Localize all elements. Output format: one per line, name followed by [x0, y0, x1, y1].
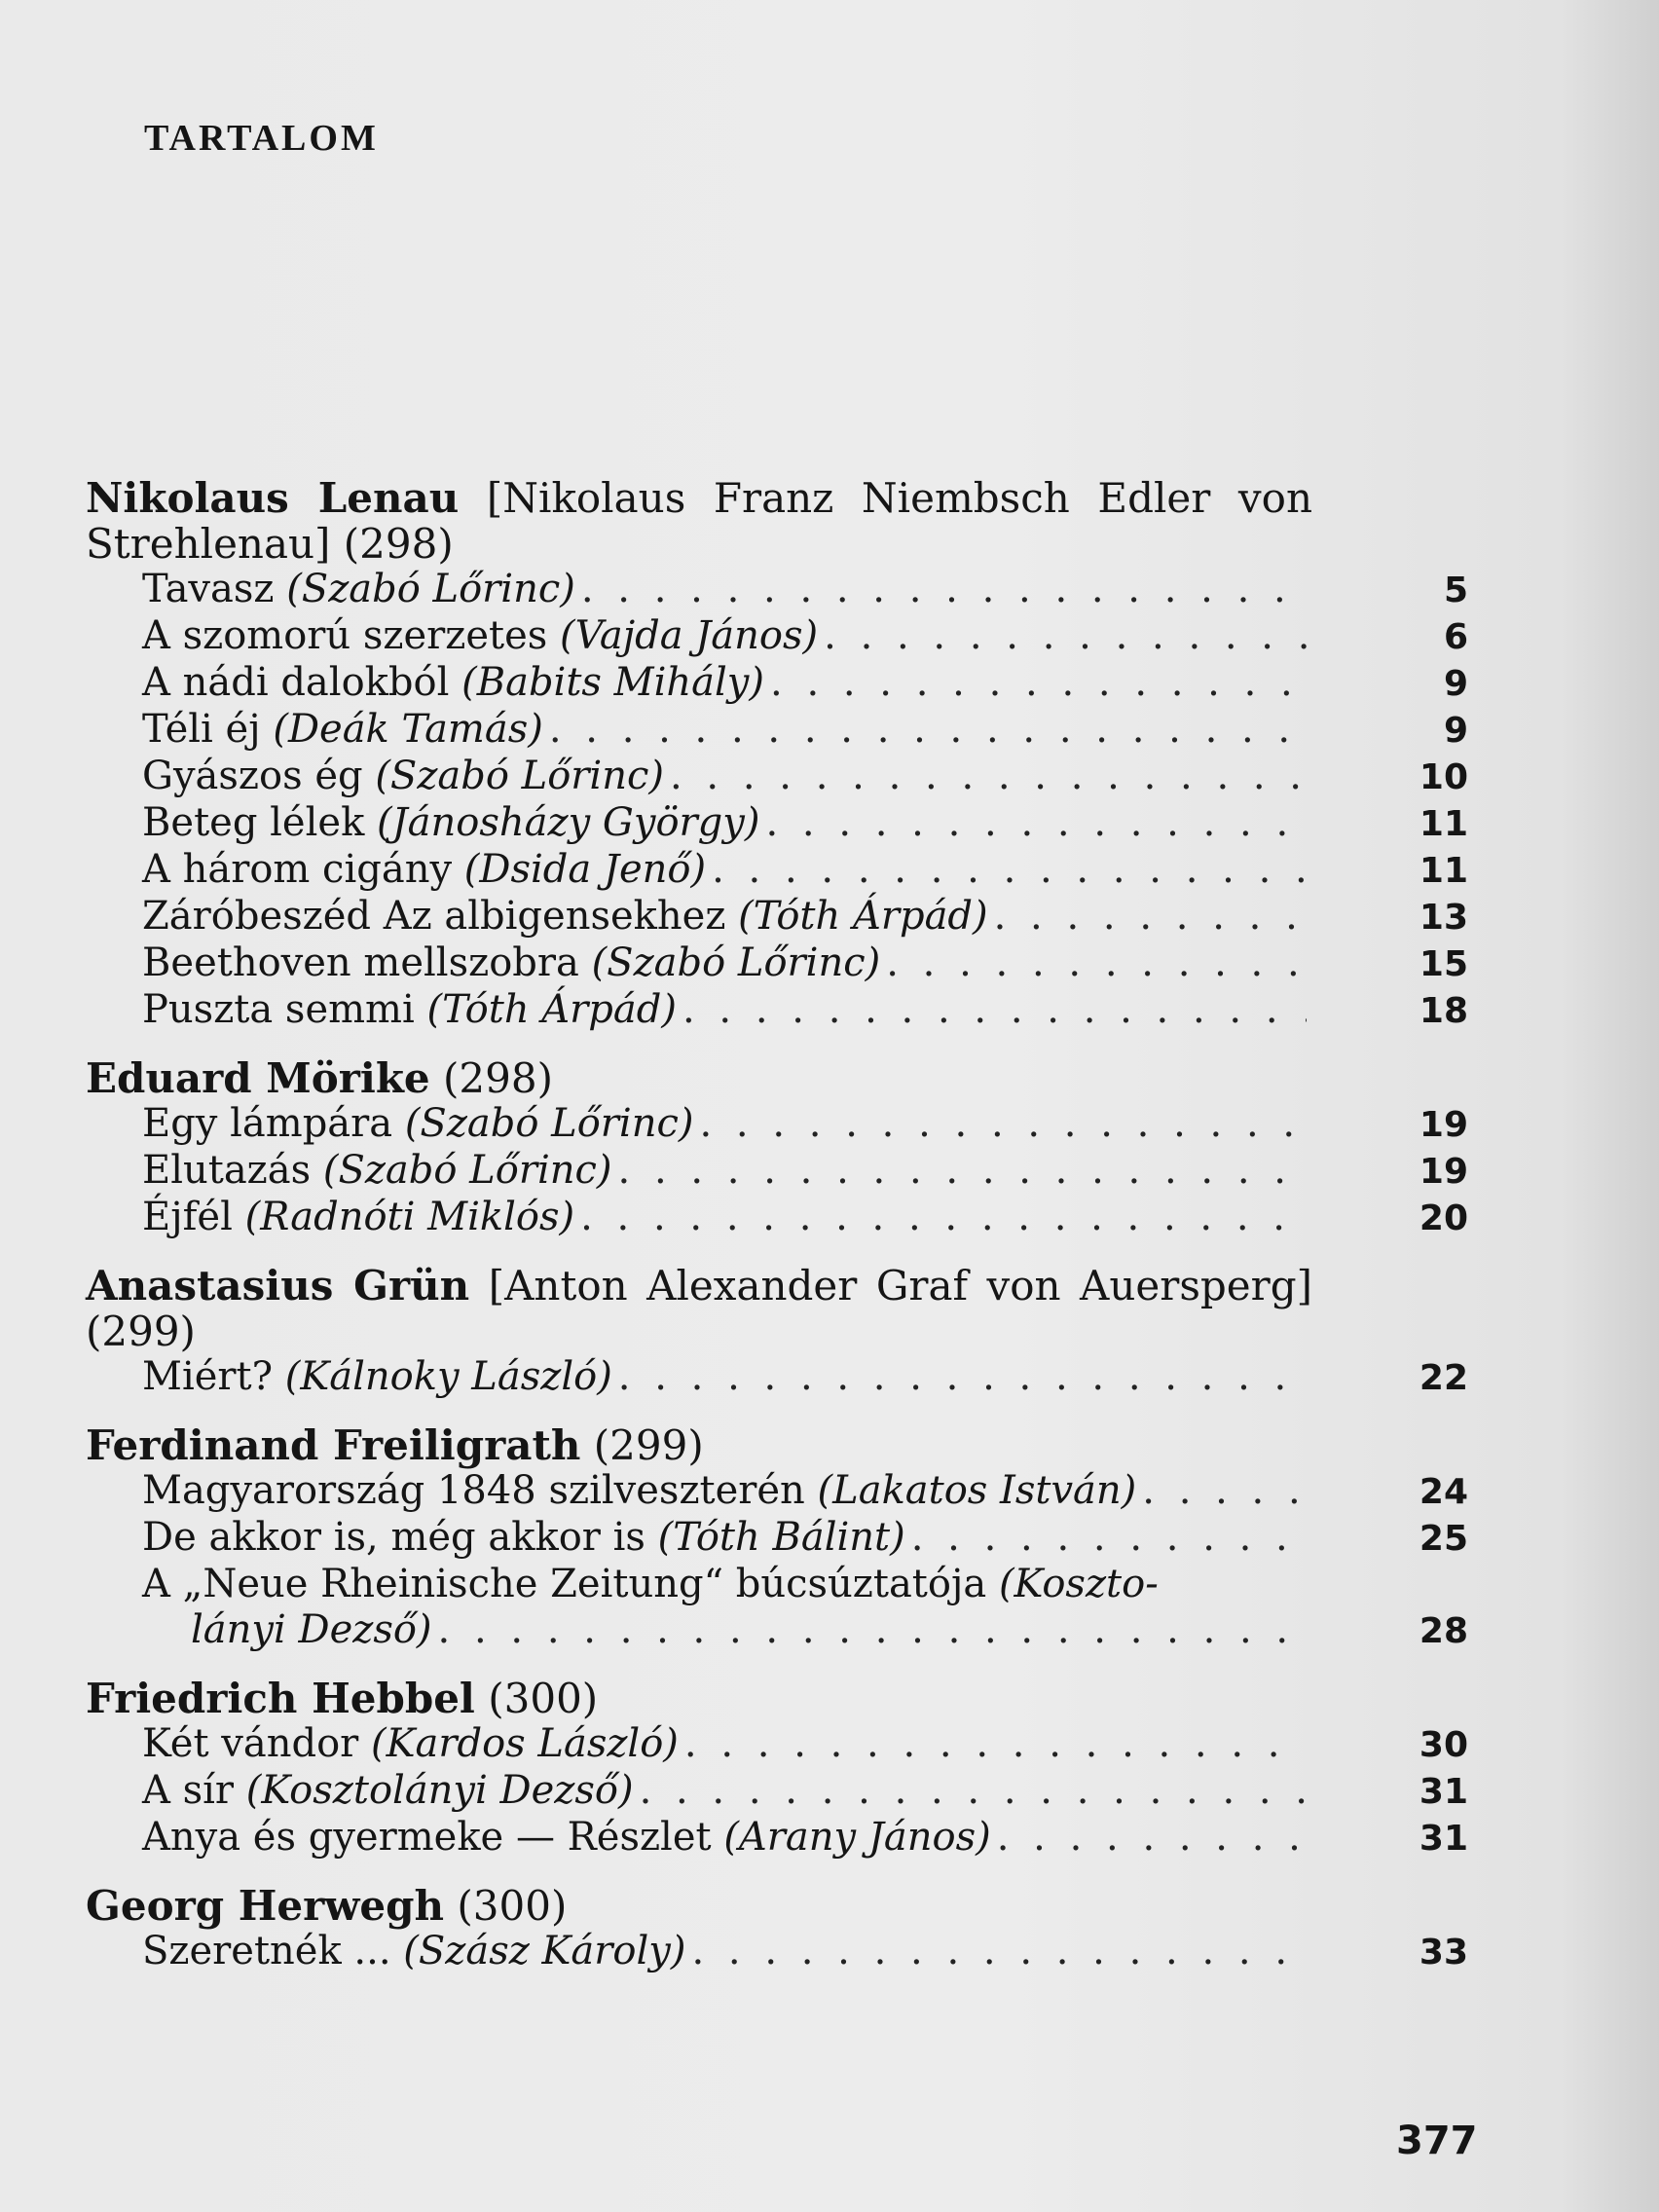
dot-leader [618, 1148, 1307, 1194]
translator: (Szabó Lőrinc) [286, 567, 575, 611]
dot-leader [765, 800, 1307, 846]
poem-title: Anya és gyermeke — Részlet [142, 1815, 712, 1860]
author-name: Eduard Mörike [86, 1054, 430, 1102]
dot-leader [712, 847, 1307, 893]
translator: (Deák Tamás) [273, 707, 543, 752]
poem-title: Beteg lélek [142, 800, 365, 845]
author-heading [86, 1676, 1312, 1721]
translator: (Tóth Árpád) [426, 987, 677, 1032]
author-name: Georg Herwegh [86, 1882, 445, 1930]
dot-leader [684, 1721, 1307, 1767]
author-heading [86, 1055, 1312, 1101]
translator: (Arany János) [723, 1815, 991, 1860]
translator: (Kálnoky László) [284, 1354, 612, 1399]
dot-leader [997, 1815, 1307, 1861]
toc-section [86, 1055, 1468, 1241]
page-heading: TARTALOM [144, 118, 379, 159]
poem-title: Záróbeszéd Az albigensekhez [142, 894, 726, 939]
page-ref: 11 [1419, 851, 1468, 891]
author-name: Anastasius Grün [86, 1262, 470, 1309]
translator: (Lakatos István) [817, 1468, 1137, 1513]
dot-leader [691, 1929, 1307, 1974]
author-heading [86, 475, 1312, 567]
author-name: Friedrich Hebbel [86, 1675, 475, 1722]
toc-entry [86, 1721, 1468, 1768]
poem-title: A nádi dalokból [142, 660, 450, 705]
page-number: 377 [1396, 2119, 1478, 2163]
toc-entry [86, 660, 1468, 707]
translator: (Kosztolányi Dezső) [245, 1768, 634, 1813]
toc-entry [86, 1768, 1468, 1815]
page-ref: 15 [1419, 944, 1468, 984]
toc-entry [86, 987, 1468, 1034]
translator-part-2: lányi Dezső) [191, 1607, 432, 1652]
toc-entry-multiline [86, 1562, 1468, 1654]
poem-title: Tavasz [142, 567, 275, 611]
toc-section [86, 1422, 1468, 1654]
author-note: [Anton Alexander Graf von Auersperg] (299) [86, 1262, 1312, 1355]
page-ref: 18 [1419, 991, 1468, 1031]
page-ref: 31 [1419, 1819, 1468, 1859]
toc-section [86, 1263, 1468, 1401]
toc-entry [86, 613, 1468, 660]
author-note: (300) [488, 1675, 599, 1722]
translator: (Tóth Bálint) [657, 1515, 905, 1560]
toc-entry [86, 707, 1468, 754]
toc-entry [86, 1195, 1468, 1241]
author-note: (300) [457, 1882, 568, 1930]
dot-leader [670, 754, 1307, 799]
toc-entry [86, 567, 1468, 613]
page-ref: 6 [1443, 617, 1468, 657]
page-ref: 20 [1419, 1198, 1468, 1238]
translator: (Jánosházy György) [377, 800, 760, 845]
poem-title: Éjfél [142, 1195, 233, 1239]
author-name: Ferdinand Freiligrath [86, 1421, 581, 1469]
page-ref: 24 [1419, 1472, 1468, 1512]
dot-leader [682, 987, 1307, 1033]
toc-entry [86, 1929, 1468, 1975]
page-ref: 25 [1419, 1519, 1468, 1559]
poem-title: Gyászos ég [142, 754, 363, 798]
translator: (Tóth Árpád) [738, 894, 988, 939]
page-ref: 9 [1443, 711, 1468, 751]
translator: (Szabó Lőrinc) [322, 1148, 612, 1193]
dot-leader [886, 940, 1307, 986]
poem-title: Beethoven mellszobra [142, 940, 579, 985]
poem-title: A „Neue Rheinische Zeitung“ búcsúztatója [142, 1562, 987, 1606]
table-of-contents [86, 475, 1468, 1997]
translator-part-1: (Koszto- [998, 1562, 1159, 1606]
dot-leader [438, 1607, 1307, 1653]
dot-leader [994, 894, 1307, 940]
poem-title: Miért? [142, 1354, 274, 1399]
page-ref: 13 [1419, 898, 1468, 938]
page-ref: 31 [1419, 1772, 1468, 1812]
author-name: Nikolaus Lenau [86, 474, 460, 522]
toc-entry [86, 940, 1468, 987]
page-ref: 9 [1443, 664, 1468, 704]
page-ref: 19 [1419, 1152, 1468, 1192]
dot-leader [640, 1768, 1307, 1814]
poem-title: De akkor is, még akkor is [142, 1515, 645, 1560]
translator: (Szabó Lőrinc) [591, 940, 881, 985]
poem-title: Elutazás [142, 1148, 312, 1193]
author-note: (298) [443, 1054, 553, 1102]
toc-entry [86, 847, 1468, 894]
page-ref: 11 [1419, 804, 1468, 844]
dot-leader [549, 707, 1307, 753]
poem-title: Puszta semmi [142, 987, 415, 1032]
toc-section [86, 1883, 1468, 1975]
page-ref: 22 [1419, 1358, 1468, 1398]
page-ref: 5 [1443, 571, 1468, 610]
toc-entry [86, 1515, 1468, 1562]
poem-title: Téli éj [142, 707, 261, 752]
poem-title: A szomorú szerzetes [142, 613, 548, 658]
poem-title: Két vándor [142, 1721, 359, 1766]
dot-leader [770, 660, 1307, 706]
poem-title: A három cigány [142, 847, 453, 892]
toc-entry [86, 1815, 1468, 1862]
toc-entry [86, 800, 1468, 847]
page-ref: 19 [1419, 1105, 1468, 1145]
author-note: [Nikolaus Franz Niembsch Edler von Strehlenau] (298) [86, 474, 1312, 568]
toc-entry [86, 754, 1468, 800]
poem-title: Egy lámpára [142, 1101, 393, 1146]
page-ref: 30 [1419, 1725, 1468, 1765]
translator: (Szabó Lőrinc) [404, 1101, 694, 1146]
page-ref: 28 [1419, 1611, 1468, 1651]
dot-leader [911, 1515, 1307, 1561]
author-heading [86, 1263, 1312, 1354]
poem-title: Szeretnék ... [142, 1929, 391, 1973]
translator: (Szabó Lőrinc) [375, 754, 664, 798]
poem-title: A sír [142, 1768, 235, 1813]
dot-leader [580, 1195, 1307, 1240]
toc-section [86, 475, 1468, 1034]
poem-title: Magyarország 1848 szilveszterén [142, 1468, 805, 1513]
toc-entry [86, 1354, 1468, 1401]
dot-leader [1142, 1468, 1307, 1514]
dot-leader [700, 1101, 1308, 1147]
page-ref: 10 [1419, 757, 1468, 797]
translator: (Vajda János) [560, 613, 819, 658]
author-note: (299) [593, 1421, 704, 1469]
dot-leader [824, 613, 1307, 659]
translator: (Radnóti Miklós) [244, 1195, 575, 1239]
dot-leader [618, 1354, 1307, 1400]
translator: (Dsida Jenő) [463, 847, 707, 892]
page-ref: 33 [1419, 1933, 1468, 1972]
translator: (Kardos László) [371, 1721, 679, 1766]
toc-entry [86, 1101, 1468, 1148]
translator: (Szász Károly) [403, 1929, 686, 1973]
dot-leader [581, 567, 1307, 612]
author-heading [86, 1883, 1312, 1929]
toc-section [86, 1676, 1468, 1862]
toc-entry [86, 1148, 1468, 1195]
translator: (Babits Mihály) [461, 660, 765, 705]
author-heading [86, 1422, 1312, 1468]
toc-entry [86, 894, 1468, 940]
toc-entry [86, 1468, 1468, 1515]
